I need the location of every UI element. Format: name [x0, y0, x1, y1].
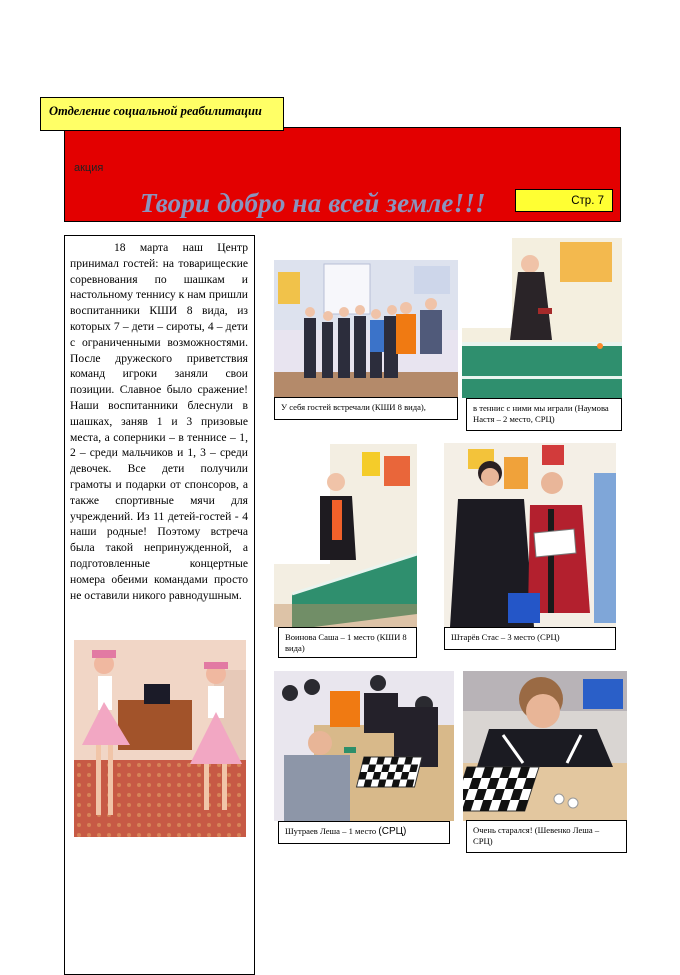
checkers-room-photo	[274, 671, 454, 821]
shevenko-photo	[463, 671, 627, 821]
caption-tennis-girl-text: в теннис с ними мы играли (Наумова Настя – 2 место, СРЦ)	[473, 403, 609, 424]
caption-shutraev	[278, 821, 450, 844]
caption-shevenko-text: Очень старался! (Шевенко Леша – СРЦ)	[473, 825, 600, 846]
caption-guests	[274, 397, 458, 420]
section-title: Отделение социальной реабилитации	[49, 104, 262, 118]
caption-voinova	[278, 627, 417, 658]
caption-shutraev-org: (СРЦ)	[378, 826, 407, 837]
caption-shevenko	[466, 820, 627, 853]
caption-voinova-text: Воинова Саша – 1 место (КШИ 8 вида)	[285, 632, 407, 653]
caption-shutraev-text: Шутраев Леша – 1 место	[285, 826, 377, 836]
voinova-photo	[274, 444, 417, 627]
banner-label: акция	[74, 162, 104, 174]
tennis-girl-photo	[462, 238, 622, 398]
caption-guests-text: У себя гостей встречали (КШИ 8 вида),	[281, 402, 426, 412]
page-number: Стр. 7	[515, 189, 613, 212]
headline: Твори добро на всей земле!!!	[140, 188, 486, 218]
article-body	[70, 240, 248, 603]
shtarev-photo	[444, 443, 616, 627]
article-paragraph: 18 марта наш Центр принимал гостей: на товарищеские соревнования по шашкам и настольному теннису к нам пришли воспитанники КШИ 8 вида, из которых 7 – дети – сироты, 4 – дети с ограниченными возможностями. После дружеского приветствия команд игроки заняли свои позиции. Славное было сражение! Наши воспитанники блеснули в шашках, заняв 1 и 3 призовые места, а соперники – в теннисе – 1, 2 – среди мальчиков и 1, 3 – среди девочек. Все дети получили грамоты и подарки от спонсоров, а также спортивные мячи для учреждений. Из 11 детей-гостей - 4 наши родные! Поэтому встреча была такой непринужденной, а подготовленные концертные номера обеими командами просто не оставили никого равнодушным.	[70, 241, 248, 602]
caption-shtarev-text: Штарёв Стас – 3 место (СРЦ)	[451, 632, 560, 642]
caption-tennis-girl	[466, 398, 622, 431]
section-title-tab	[40, 97, 284, 131]
guests-photo	[274, 260, 458, 397]
caption-shtarev	[444, 627, 616, 650]
dancing-girls-photo	[74, 640, 246, 837]
